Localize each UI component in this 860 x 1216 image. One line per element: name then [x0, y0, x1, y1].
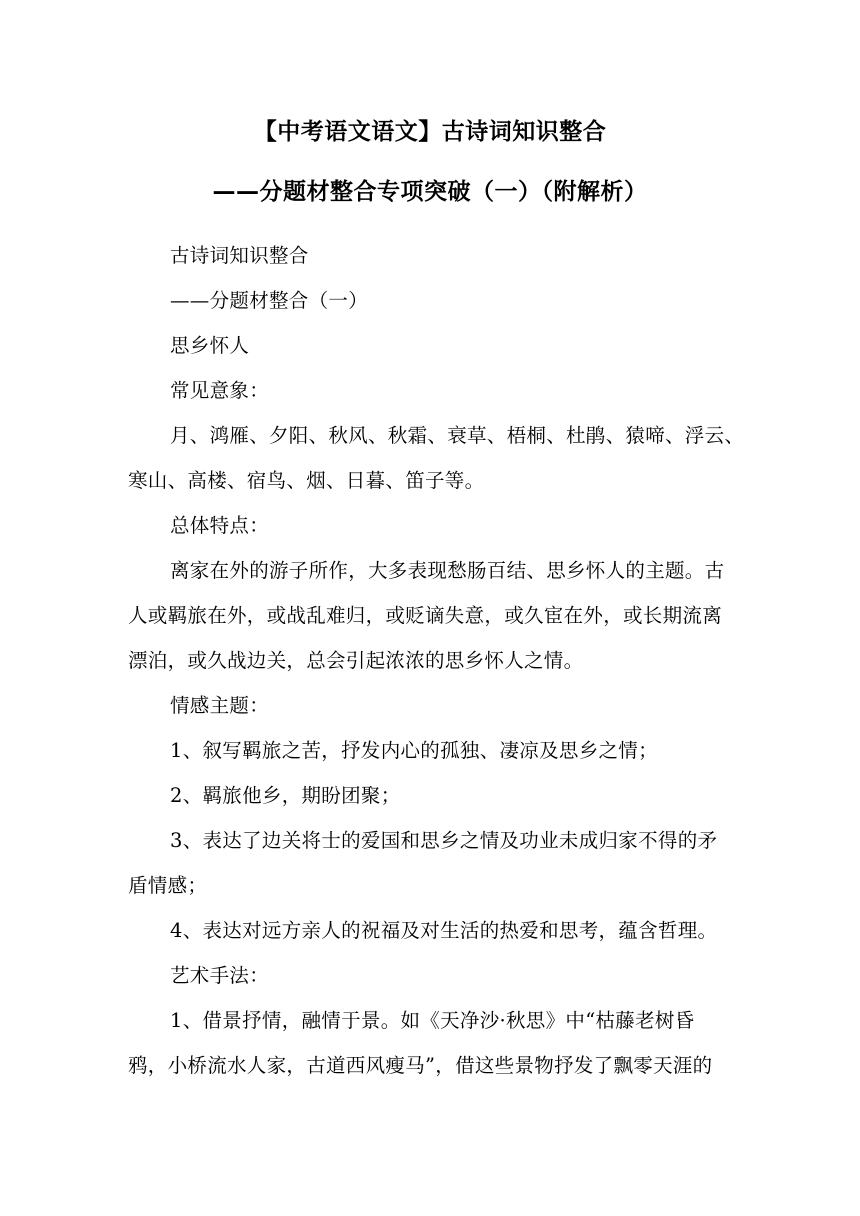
- emotion-item-2: 2、羁旅他乡，期盼团聚；: [170, 784, 401, 807]
- features-line: 漂泊，或久战边关，总会引起浓浓的思乡怀人之情。: [128, 649, 584, 672]
- features-line: 离家在外的游子所作，大多表现愁肠百结、思乡怀人的主题。古: [170, 559, 725, 582]
- technique-item-1-line: 1、借景抒情，融情于景。如《天净沙·秋思》中“枯藤老树昏: [170, 1009, 695, 1032]
- emotion-item-3: [128, 818, 736, 908]
- document-title-line2: ——分题材整合专项突破（一）（附解析）: [212, 179, 648, 205]
- imagery-paragraph: [128, 413, 745, 503]
- features-line: 人或羁旅在外，或战乱难归，或贬谪失意，或久宦在外，或长期流离: [128, 604, 723, 627]
- imagery-line: 寒山、高楼、宿鸟、烟、日暮、笛子等。: [128, 469, 485, 492]
- section-heading: 古诗词知识整合: [170, 244, 309, 267]
- imagery-label: 常见意象：: [170, 379, 270, 402]
- features-paragraph: [128, 548, 736, 683]
- document-body: [128, 233, 745, 1088]
- emotion-item-4: 4、表达对远方亲人的祝福及对生活的热爱和思考，蕴含哲理。: [170, 919, 718, 942]
- technique-item-1: [128, 998, 736, 1088]
- technique-label: 艺术手法：: [170, 964, 270, 987]
- section-subheading: ——分题材整合（一）: [170, 289, 368, 312]
- emotion-item-1: 1、叙写羁旅之苦，抒发内心的孤独、凄凉及思乡之情；: [170, 739, 658, 762]
- document-title-line1: 【中考语文语文】古诗词知识整合: [253, 119, 607, 145]
- emotion-label: 情感主题：: [170, 694, 270, 717]
- technique-item-1-line: 鸦，小桥流水人家，古道西风瘦马”，借这些景物抒发了飘零天涯的: [128, 1054, 713, 1077]
- emotion-item-3-line: 3、表达了边关将士的爱国和思乡之情及功业未成归家不得的矛: [170, 829, 718, 852]
- features-label: 总体特点：: [170, 514, 270, 537]
- topic-heading: 思乡怀人: [170, 334, 250, 357]
- imagery-line: 月、鸿雁、夕阳、秋风、秋霜、衰草、梧桐、杜鹃、猿啼、浮云、: [170, 424, 745, 447]
- emotion-item-3-line: 盾情感；: [128, 874, 208, 897]
